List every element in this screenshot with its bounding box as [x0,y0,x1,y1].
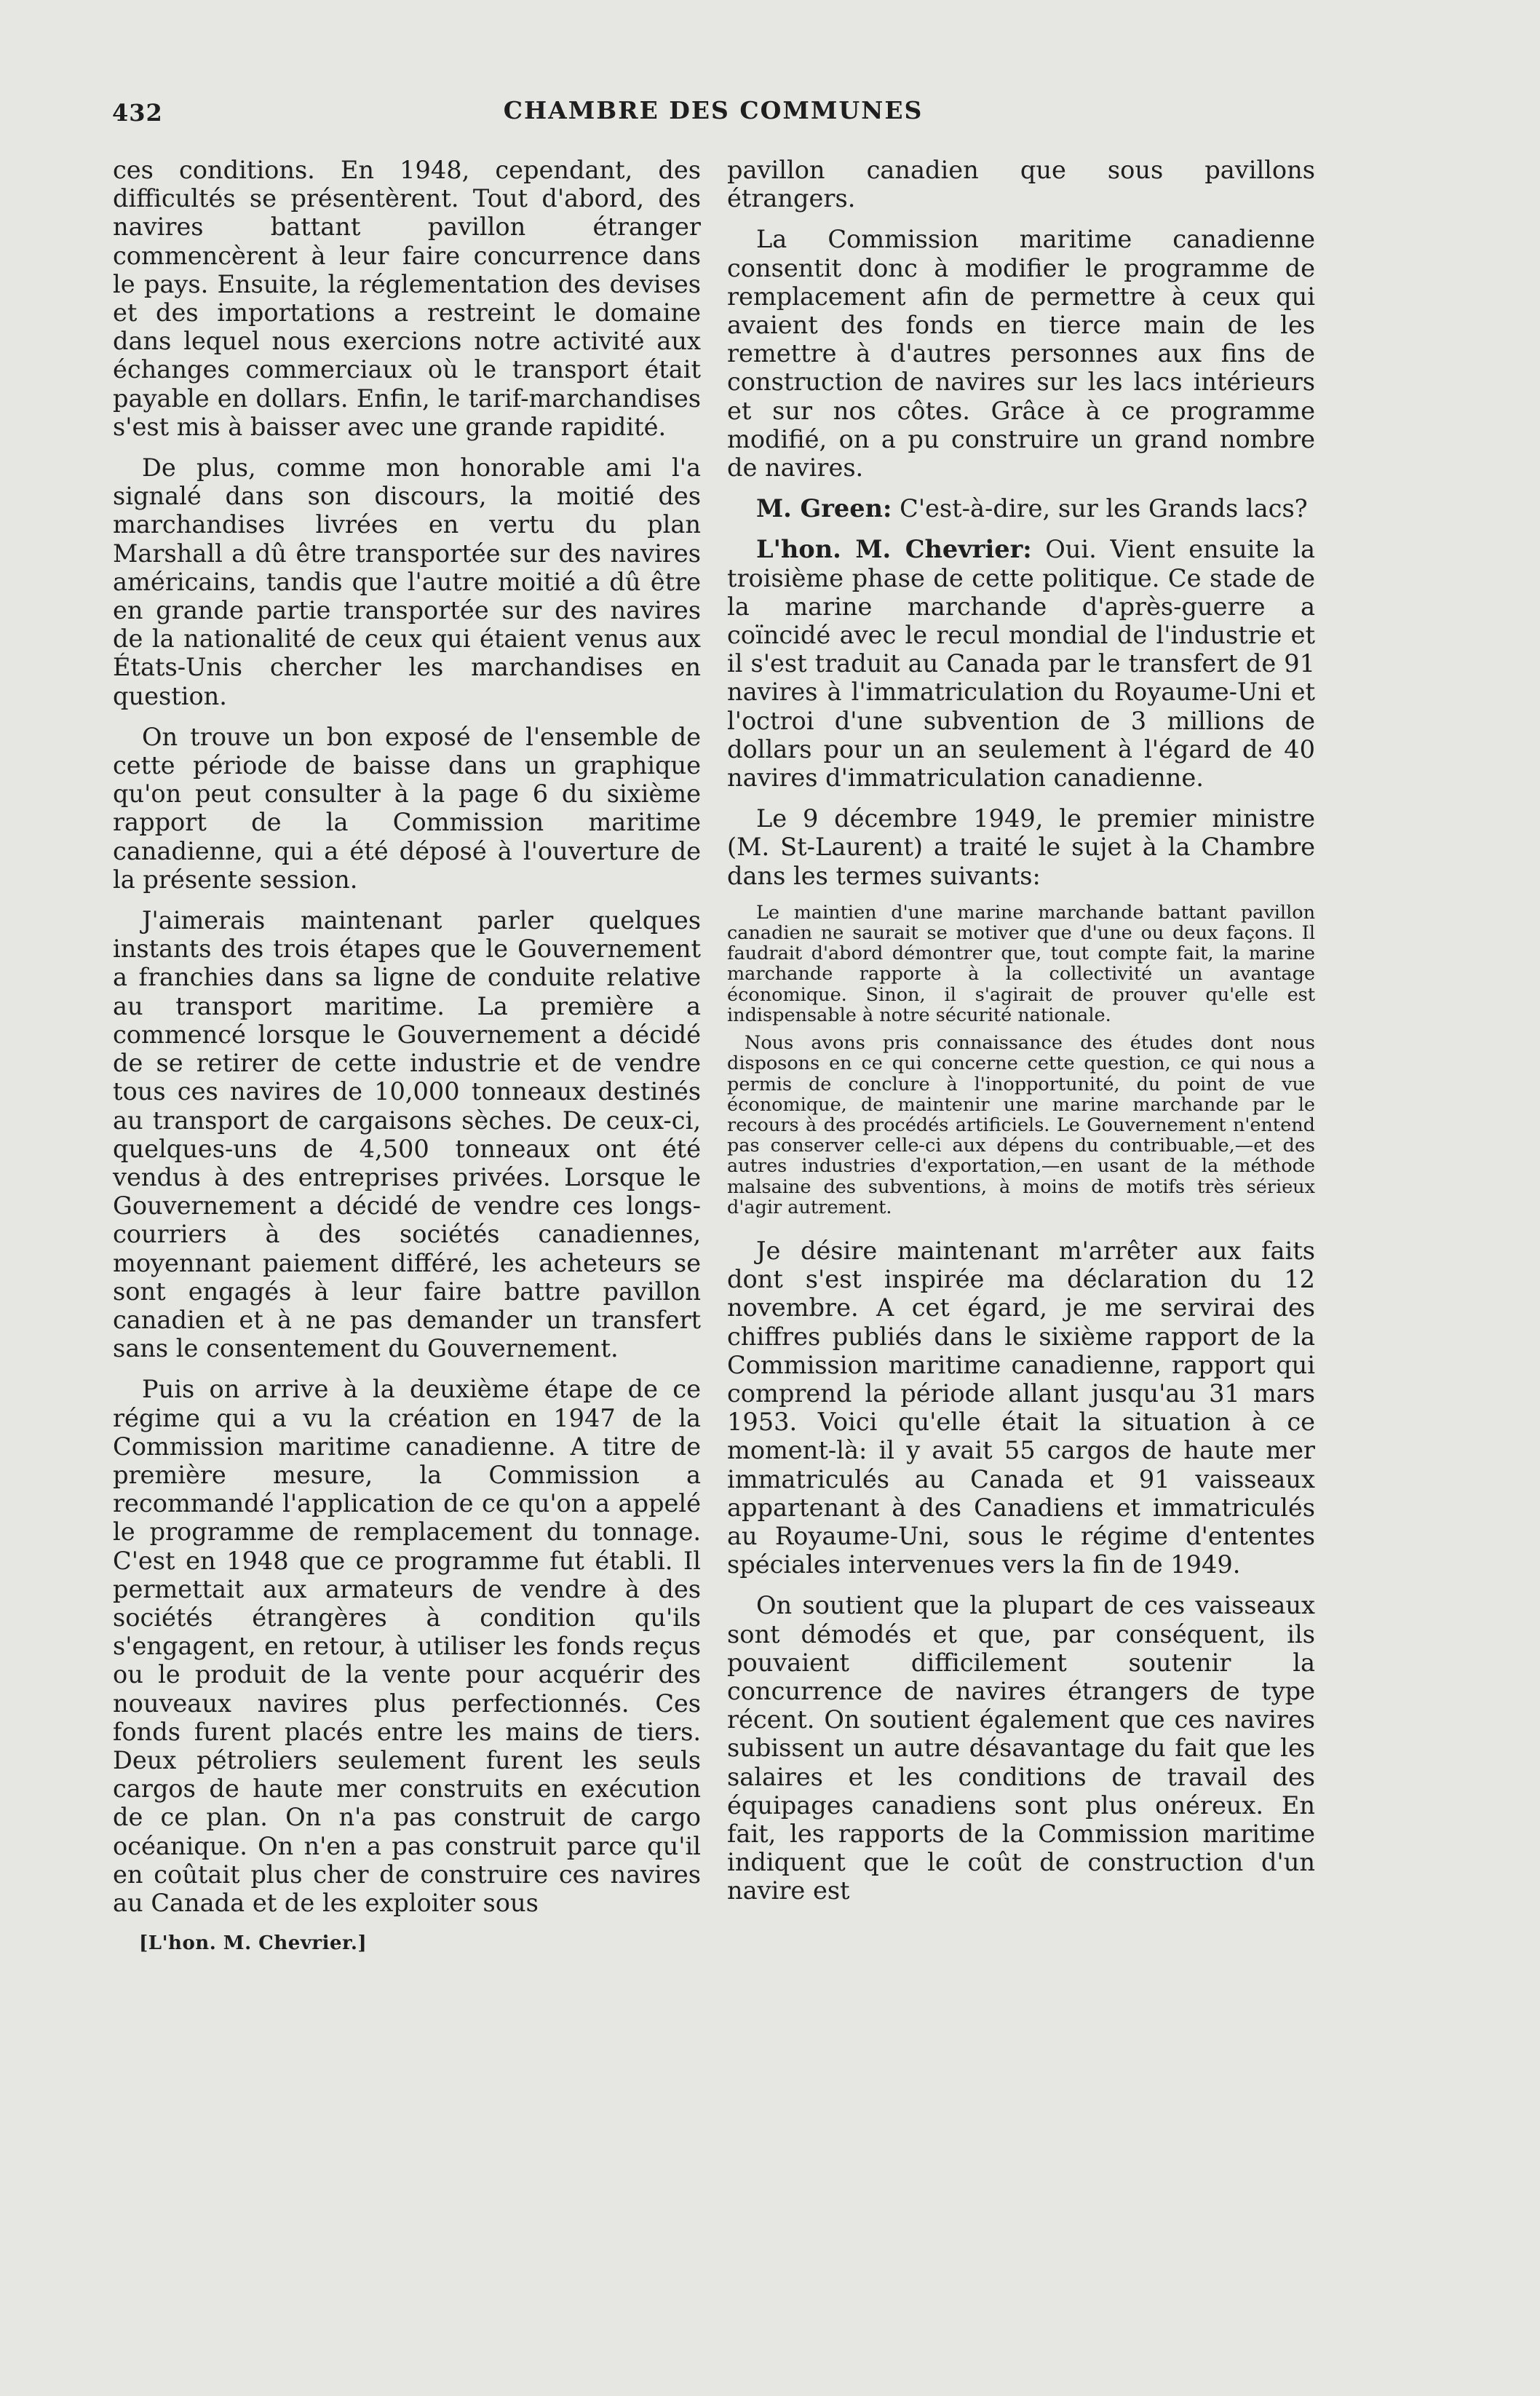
speaker-name: L'hon. M. Chevrier: [756,534,1032,564]
running-title: CHAMBRE DES COMMUNES [503,96,924,124]
page-header [109,93,1317,130]
paragraph: ces conditions. En 1948, cependant, des difficultés se présentèrent. Tout d'abord, des navires battant pavillon étranger commencèrent à leur faire concurrence dans le pays. Ensuite, la réglementation des devises et des importations a restreint le domaine dans lequel nous exercions notre activité aux échanges commerciaux où le transport était payable en dollars. Enfin, le tarif-marchandises s'est mis à baisser avec une grande rapidité. [113,156,701,441]
page-number: 432 [112,99,163,127]
speech-text: C'est-à-dire, sur les Grands lacs? [892,494,1308,523]
left-column [113,156,701,1958]
paragraph: J'aimerais maintenant parler quelques instants des trois étapes que le Gouvernement a franchies dans sa ligne de conduite relative au transport maritime. La première a commencé lorsque le Gouvernement a décidé de se retirer de cette industrie et de vendre tous ces navires de 10,000 tonneaux destinés au transport de cargaisons sèches. De ceux-ci, quelques-uns de 4,500 tonneaux ont été vendus à des entreprises privées. Lorsque le Gouvernement a décidé de vendre ces longs-courriers à des sociétés canadiennes, moyennant paiement différé, les acheteurs se sont engagés à leur faire battre pavillon canadien et à ne pas demander un transfert sans le consentement du Gouvernement. [113,906,701,1363]
speaker-name: M. Green: [756,493,892,523]
speech-paragraph [727,535,1315,792]
block-quote: Le maintien d'une marine marchande battant pavillon canadien ne saurait se motiver que d'une ou deux façons. Il faudrait d'abord démontrer que, tout compte fait, la marine marchande rapporte à la collectivité un avantage économique. Sinon, il s'agirait de prouver qu'elle est indispensable à notre sécurité nationale. [727,901,1315,1026]
paragraph: Le 9 décembre 1949, le premier ministre (M. St-Laurent) a traité le sujet à la Chambre dans les termes suivants: [727,804,1315,890]
paragraph: pavillon canadien que sous pavillons étrangers. [727,156,1315,213]
paragraph: La Commission maritime canadienne consentit donc à modifier le programme de remplacement afin de permettre à ceux qui avaient des fonds en tierce main de les remettre à d'autres personnes aux fins de construction de navires sur les lacs intérieurs et sur nos côtes. Grâce à ce programme modifié, on a pu construire un grand nombre de navires. [727,225,1315,483]
speech-paragraph [727,494,1315,523]
speech-text: Oui. Vient ensuite la troisième phase de cette politique. Ce stade de la marine marchande d'après-guerre a coïncidé avec le recul mondial de l'industrie et il s'est traduit au Canada par le transfert de 91 navires à l'immatriculation du Royaume-Uni et l'octroi d'une subvention de 3 millions de dollars pour un an seulement à l'égard de 40 navires d'immatriculation canadienne. [727,535,1316,793]
paragraph: De plus, comme mon honorable ami l'a signalé dans son discours, la moitié des marchandises livrées en vertu du plan Marshall a dû être transportée sur des navires américains, tandis que l'autre moitié a dû être en grande partie transportée sur des navires de la nationalité de ceux qui étaient venus aux États-Unis chercher les marchandises en question. [113,453,701,710]
speaker-footnote: [L'hon. M. Chevrier.] [139,1932,368,1955]
paragraph: Puis on arrive à la deuxième étape de ce régime qui a vu la création en 1947 de la Commission maritime canadienne. A titre de première mesure, la Commission a recommandé l'application de ce qu'on a appelé le programme de remplacement du tonnage. C'est en 1948 que ce programme fut établi. Il permettait aux armateurs de vendre à des sociétés étrangères à condition qu'ils s'engagent, en retour, à utiliser les fonds reçus ou le produit de la vente pour acquérir des nouveaux navires plus perfectionnés. Ces fonds furent placés entre les mains de tiers. Deux pétroliers seulement furent les seuls cargos de haute mer construits en exécution de ce plan. On n'a pas construit de cargo océanique. On n'en a pas construit parce qu'il en coûtait plus cher de construire ces navires au Canada et de les exploiter sous [113,1375,701,1917]
block-quote: Nous avons pris connaissance des études dont nous disposons en ce qui concerne cette question, ce qui nous a permis de conclure à l'inopportunité, du point de vue économique, de maintenir une marine marchande par le recours à des procédés artificiels. Le Gouvernement n'entend pas conserver celle-ci aux dépens du contribuable,—et des autres industries d'exportation,—en usant de la méthode malsaine des subventions, à moins de motifs très sérieux d'agir autrement. [727,1032,1315,1218]
paragraph: Je désire maintenant m'arrêter aux faits dont s'est inspirée ma déclaration du 12 novembre. A cet égard, je me servirai des chiffres publiés dans le sixième rapport de la Commission maritime canadienne, rapport qui comprend la période allant jusqu'au 31 mars 1953. Voici qu'elle était la situation à ce moment-là: il y avait 55 cargos de haute mer immatriculés au Canada et 91 vaisseaux appartenant à des Canadiens et immatriculés au Royaume-Uni, sous le régime d'ententes spéciales intervenues vers la fin de 1949. [727,1236,1315,1579]
paragraph: On soutient que la plupart de ces vaisseaux sont démodés et que, par conséquent, ils pouvaient difficilement soutenir la concurrence de navires étrangers de type récent. On soutient également que ces navires subissent un autre désavantage du fait que les salaires et les conditions de travail des équipages canadiens sont plus onéreux. En fait, les rapports de la Commission maritime indiquent que le coût de construction d'un navire est [727,1591,1315,1905]
right-column [727,156,1315,1918]
paragraph: On trouve un bon exposé de l'ensemble de cette période de baisse dans un graphique qu'on peut consulter à la page 6 du sixième rapport de la Commission maritime canadienne, qui a été déposé à l'ouverture de la présente session. [113,722,701,894]
